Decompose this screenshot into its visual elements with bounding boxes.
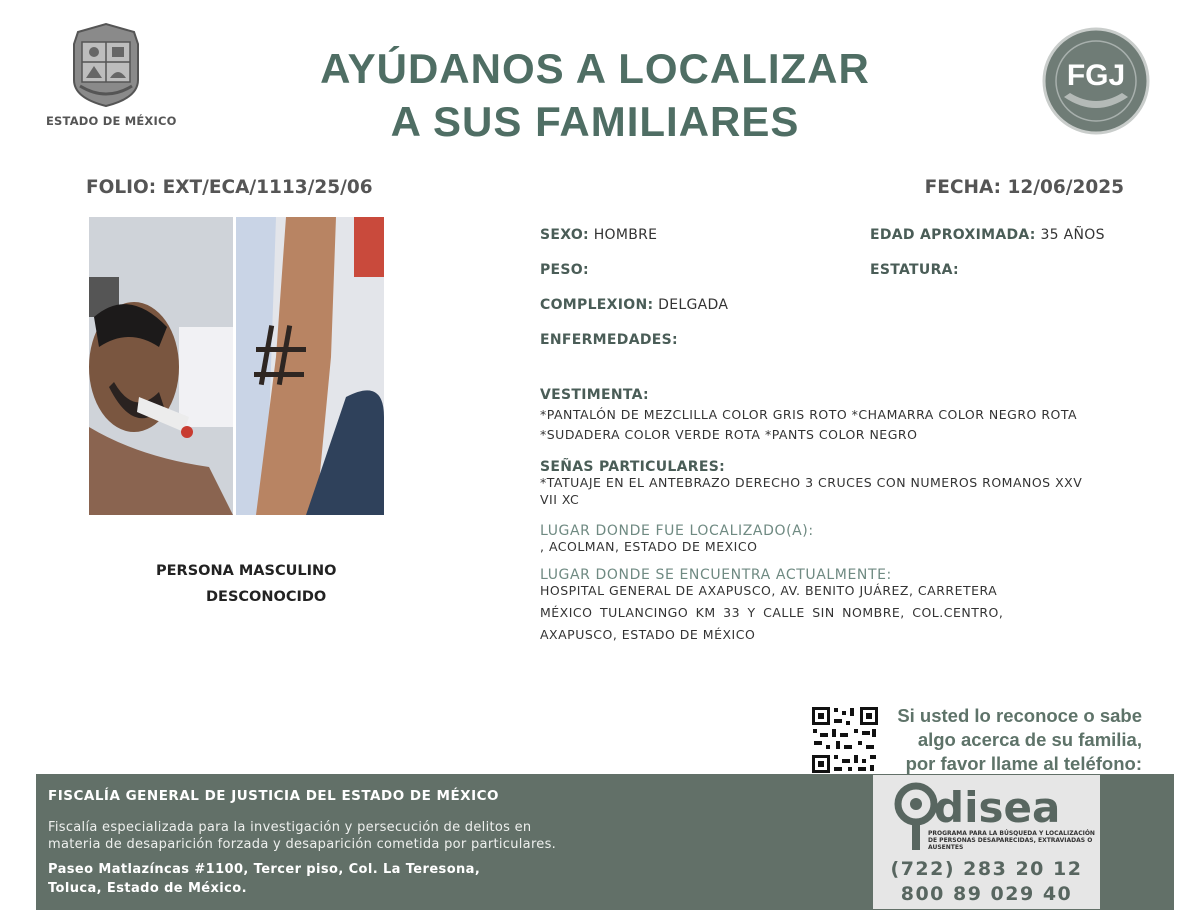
actual-line-2: MÉXICO TULANCINGO KM 33 Y CALLE SIN NOMBRE, COL.CENTRO, <box>540 605 1004 620</box>
localizado-value: , ACOLMAN, ESTADO DE MEXICO <box>540 539 758 554</box>
fecha: FECHA: 12/06/2025 <box>924 177 1124 198</box>
odisea-sub-1: PROGRAMA PARA LA BÚSQUEDA Y LOCALIZACIÓN <box>928 830 1095 837</box>
footer-addr-line-1: Paseo Matlazíncas #1100, Tercer piso, Col. La Teresona, <box>48 862 481 877</box>
footer-addr-line-2: Toluca, Estado de México. <box>48 881 247 896</box>
vestimenta-line-2: *SUDADERA COLOR VERDE ROTA *PANTS COLOR NEGRO <box>540 427 918 442</box>
page-title <box>250 42 940 148</box>
estatura-label: ESTATURA: <box>870 262 959 278</box>
call-to-action <box>872 704 1142 776</box>
call-line-3: por favor llame al teléfono: <box>905 753 1142 774</box>
actual-label: LUGAR DONDE SE ENCUENTRA ACTUALMENTE: <box>540 567 892 583</box>
state-name: ESTADO DE MÉXICO <box>46 114 177 128</box>
vestimenta-body <box>540 405 1077 445</box>
fgj-seal-icon <box>1042 27 1150 135</box>
sexo-value: HOMBRE <box>593 227 658 243</box>
person-caption <box>130 558 380 610</box>
peso-label: PESO: <box>540 262 589 278</box>
title-line-1: AYÚDANOS A LOCALIZAR <box>320 45 870 92</box>
face-photo <box>89 217 233 515</box>
fgj-logo-text: FGJ <box>1066 59 1126 92</box>
edad-field <box>870 227 1105 243</box>
call-line-1: Si usted lo reconoce o sabe <box>897 705 1142 726</box>
estatura-field <box>870 262 959 278</box>
tattoo-photo <box>236 217 384 515</box>
complexion-value: DELGADA <box>658 297 729 313</box>
sexo-field <box>540 227 657 243</box>
person-caption-line-1: PERSONA MASCULINO <box>156 563 337 579</box>
footer-address <box>48 860 480 898</box>
odisea-subtitle <box>928 830 1098 851</box>
vestimenta-line-1: *PANTALÓN DE MEZCLILLA COLOR GRIS ROTO *CHAMARRA COLOR NEGRO ROTA <box>540 407 1078 422</box>
complexion-label: COMPLEXION: <box>540 297 654 313</box>
sexo-label: SEXO: <box>540 227 589 243</box>
enfermedades-field <box>540 332 678 348</box>
actual-line-1: HOSPITAL GENERAL DE AXAPUSCO, AV. BENITO JUÁREZ, CARRETERA <box>540 583 998 598</box>
phone-number-2[interactable]: 800 89 029 40 <box>900 883 1073 905</box>
person-caption-line-2: DESCONOCIDO <box>206 589 327 605</box>
odisea-sub-3: AUSENTES <box>928 844 964 851</box>
folio: FOLIO: EXT/ECA/1113/25/06 <box>86 177 373 198</box>
vestimenta-label: VESTIMENTA: <box>540 387 649 403</box>
footer-description <box>48 819 648 853</box>
senas-label: SEÑAS PARTICULARES: <box>540 459 725 475</box>
estado-de-mexico-coat-of-arms-icon <box>66 22 146 108</box>
footer-desc-line-2: materia de desaparición forzada y desaparición cometida por particulares. <box>48 837 557 852</box>
senas-body <box>540 474 1082 508</box>
enfermedades-label: ENFERMEDADES: <box>540 332 678 348</box>
call-line-2: algo acerca de su familia, <box>917 729 1142 750</box>
complexion-field <box>540 297 728 313</box>
phone-number-1[interactable]: (722) 283 20 12 <box>890 858 1083 880</box>
footer-fiscalia: FISCALÍA GENERAL DE JUSTICIA DEL ESTADO DE MÉXICO <box>48 788 499 804</box>
actual-body <box>540 580 1003 646</box>
senas-line-2: VII XC <box>540 492 580 507</box>
peso-field <box>540 262 589 278</box>
edad-value: 35 AÑOS <box>1040 227 1105 243</box>
edad-label: EDAD APROXIMADA: <box>870 227 1036 243</box>
qr-code-icon[interactable] <box>810 705 880 775</box>
odisea-brand: disea <box>934 783 1061 832</box>
footer-desc-line-1: Fiscalía especializada para la investigación y persecución de delitos en <box>48 820 532 835</box>
title-line-2: A SUS FAMILIARES <box>390 98 800 145</box>
odisea-sub-2: DE PERSONAS DESAPARECIDAS, EXTRAVIADAS O <box>928 837 1093 844</box>
actual-line-3: AXAPUSCO, ESTADO DE MÉXICO <box>540 627 756 642</box>
localizado-label: LUGAR DONDE FUE LOCALIZADO(A): <box>540 523 814 539</box>
senas-line-1: *TATUAJE EN EL ANTEBRAZO DERECHO 3 CRUCES CON NUMEROS ROMANOS XXV <box>540 475 1083 490</box>
